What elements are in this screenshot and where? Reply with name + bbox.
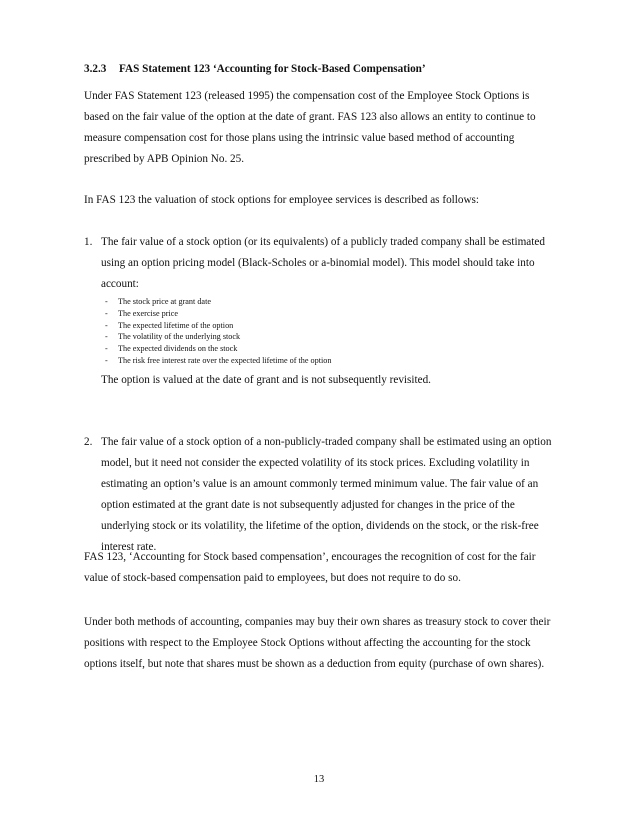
bullet-text: The volatility of the underlying stock: [118, 332, 241, 342]
list-item: [105, 343, 554, 355]
list-item-2: [84, 432, 554, 558]
list-item: [105, 308, 554, 320]
list-item-1-closing: The option is valued at the date of grant and is not subsequently revisited.: [101, 373, 431, 386]
list-item: [105, 296, 554, 308]
intro-paragraph: Under FAS Statement 123 (released 1995) the compensation cost of the Employee Stock Options is based on the fair value of the option at the date of grant. FAS 123 also allows an entity to continue to measure compensation cost for those plans using the intrinsic value based method of accounting prescribed by APB Opinion No. 25.: [84, 90, 536, 165]
bullet-text: The stock price at grant date: [118, 297, 211, 306]
recognition-paragraph: FAS 123, ‘Accounting for Stock based compensation’, encourages the recognition of cost for the fair value of stock-based compensation paid to employees, but does not require to do so.: [84, 551, 536, 584]
section-heading: [84, 62, 554, 76]
list-item: [105, 355, 554, 367]
list-item: [105, 331, 554, 343]
list-marker-2: 2.: [84, 436, 93, 448]
list-item-1: [84, 232, 554, 391]
bullet-dash: -: [105, 308, 108, 318]
list-item-2-text: The fair value of a stock option of a non-publicly-traded company shall be estimated using an option model, but it need not consider the expected volatility of its stock prices. Excluding volatility in estimating an option’s value is an amount commonly termed minimum value. The fair value of an option estimated at the grant date is not subsequently adjusted for changes in the price of the underlying stock or its volatility, the lifetime of the option, dividends on the stock, or the risk-free interest rate.: [101, 436, 552, 553]
bullet-dash: -: [105, 297, 108, 306]
bullet-text: The risk free interest rate over the expected lifetime of the option: [118, 355, 332, 365]
bullet-dash: -: [105, 332, 108, 342]
bullet-text: The expected lifetime of the option: [118, 320, 234, 330]
section-number: 3.2.3: [84, 63, 107, 75]
bullet-dash: -: [105, 355, 108, 365]
valuation-lead-paragraph: In FAS 123 the valuation of stock options for employee services is described as follows:: [84, 194, 480, 206]
list-item-1-text: The fair value of a stock option (or its equivalents) of a publicly traded company shall be estimated using an option pricing model (Black-Scholes or a-binomial model). This model should take into account:: [101, 236, 545, 290]
bullet-text: The exercise price: [118, 308, 179, 318]
list-item: [105, 320, 554, 332]
bullet-text: The expected dividends on the stock: [118, 344, 238, 354]
list-marker-1: 1.: [84, 236, 93, 248]
bullet-dash: -: [105, 320, 108, 330]
bullet-dash: -: [105, 344, 108, 354]
treasury-stock-paragraph: Under both methods of accounting, companies may buy their own shares as treasury stock to cover their positions with respect to the Employee Stock Options without affecting the accounting for the stock options itself, but note that shares must be shown as a deduction from equity (purchase of own shares).: [84, 616, 551, 670]
valuation-factors-list: [105, 296, 554, 367]
page-number: 13: [313, 774, 325, 785]
section-title: FAS Statement 123 ‘Accounting for Stock-Based Compensation’: [119, 63, 426, 75]
